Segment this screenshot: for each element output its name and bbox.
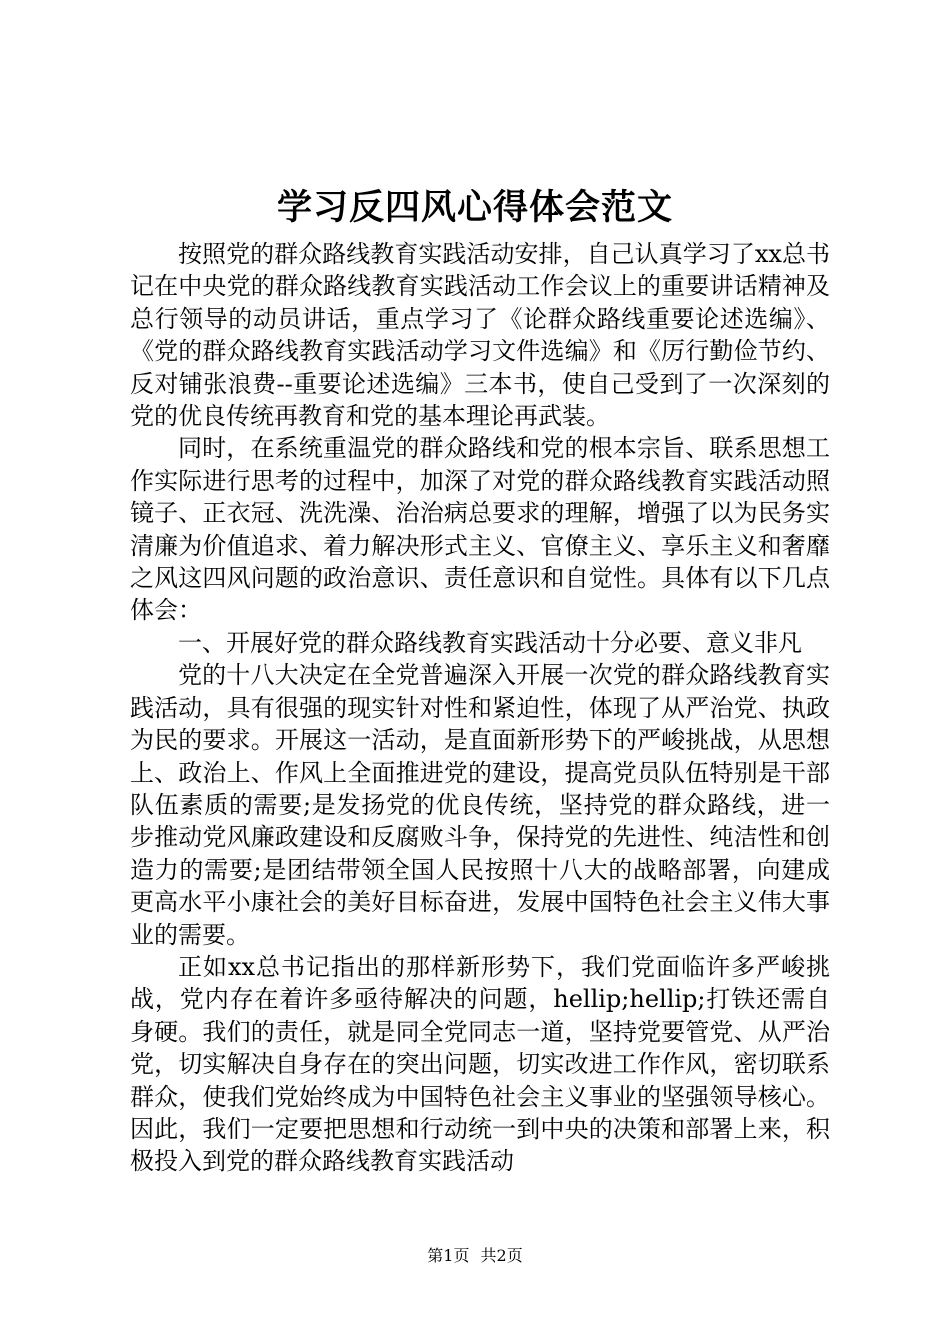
page-footer [0,1245,950,1267]
paragraph-3: 党的十八大决定在全党普遍深入开展一次党的群众路线教育实践活动，具有很强的现实针对性和紧迫性，体现了从严治党、执政为民的要求。开展这一活动，是直面新形势下的严峻挑战，从思想上、政治上、作风上全面推进党的建设，提高党员队伍特别是干部队伍素质的需要;是发扬党的优良传统，坚持党的群众路线，进一步推动党风廉政建设和反腐败斗争，保持党的先进性、纯洁性和创造力的需要;是团结带领全国人民按照十八大的战略部署，向建成更高水平小康社会的美好目标奋进，发展中国特色社会主义伟大事业的需要。 [130,661,830,949]
document-body [130,238,830,1178]
paragraph-2: 同时，在系统重温党的群众路线和党的根本宗旨、联系思想工作实际进行思考的过程中，加深了对党的群众路线教育实践活动照镜子、正衣冠、洗洗澡、治治病总要求的理解，增强了以为民务实清廉为价值追求、着力解决形式主义、官僚主义、享乐主义和奢靡之风这四风问题的政治意识、责任意识和自觉性。具体有以下几点体会： [130,434,830,625]
page-number-current: 第1页 [427,1246,470,1265]
section-heading-1: 一、开展好党的群众路线教育实践活动十分必要、意义非凡 [178,628,802,657]
paragraph-4: 正如xx总书记指出的那样新形势下，我们党面临许多严峻挑战，党内存在着许多亟待解决的问题，hellip;hellip;打铁还需自身硬。我们的责任，就是同全党同志一道，坚持党要管党、从严治党，切实解决自身存在的突出问题，切实改进工作作风，密切联系群众，使我们党始终成为中国特色社会主义事业的坚强领导核心。因此，我们一定要把思想和行动统一到中央的决策和部署上来，积极投入到党的群众路线教育实践活动 [130,952,830,1176]
paragraph-1: 按照党的群众路线教育实践活动安排，自己认真学习了xx总书记在中央党的群众路线教育实践活动工作会议上的重要讲话精神及总行领导的动员讲话，重点学习了《论群众路线重要论述选编》、《党的群众路线教育实践活动学习文件选编》和《厉行勤俭节约、反对铺张浪费--重要论述选编》三本书，使自己受到了一次深刻的党的优良传统再教育和党的基本理论再武装。 [130,240,830,431]
document-title: 学习反四风心得体会范文 [276,187,673,228]
page-number-total: 共2页 [480,1246,523,1265]
